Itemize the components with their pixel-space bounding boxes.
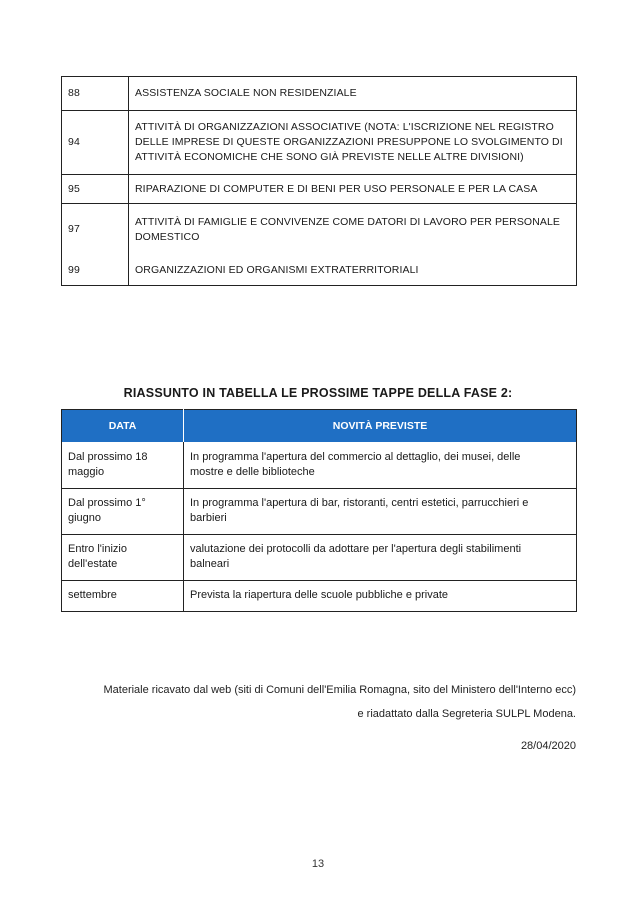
table-header-row — [62, 410, 577, 443]
ateco-code: 94 — [62, 111, 129, 175]
ateco-code: 95 — [62, 175, 129, 204]
ateco-code: 99 — [62, 256, 129, 286]
column-header-date: DATA — [62, 410, 184, 443]
page-number: 13 — [311, 858, 325, 870]
news-cell: In programma l'apertura del commercio al dettaglio, dei musei, delle mostre e delle biblioteche — [190, 450, 521, 478]
date-cell: Entro l'inizio dell'estate — [62, 534, 184, 580]
source-note-continued: e riadattato dalla Segreteria SULPL Modena. — [357, 708, 576, 720]
table-row — [62, 580, 577, 611]
table-row — [62, 111, 577, 175]
phase2-table — [61, 409, 577, 612]
ateco-description: ATTIVITÀ DI FAMIGLIE E CONVIVENZE COME DATORI DI LAVORO PER PERSONALE DOMESTICO — [135, 215, 561, 243]
table-row — [62, 534, 577, 580]
ateco-description: ATTIVITÀ DI ORGANIZZAZIONI ASSOCIATIVE (NOTA: L'ISCRIZIONE NEL REGISTRO DELLE IMPRESE DI QUESTE ORGANIZZAZIONI PRESUPPONE LO SVOLGIMENTO DI ATTIVITÀ ECONOMICHE CHE SONO GIÀ PREVISTE NELLE ALTRE DIVISIONI) — [129, 111, 577, 175]
news-cell: valutazione dei protocolli da adottare per l'apertura degli stabilimenti balneari — [184, 534, 577, 580]
ateco-description: RIPARAZIONE DI COMPUTER E DI BENI PER USO PERSONALE E PER LA CASA — [129, 175, 577, 204]
table-row — [62, 204, 577, 256]
section-title: RIASSUNTO IN TABELLA LE PROSSIME TAPPE DELLA FASE 2: — [123, 386, 513, 400]
document-date: 28/04/2020 — [520, 740, 576, 752]
table-row — [62, 442, 577, 488]
source-note: Materiale ricavato dal web (siti di Comuni dell'Emilia Romagna, sito del Ministero dell'Interno ecc) — [103, 684, 576, 696]
ateco-code: 88 — [62, 77, 129, 111]
date-cell: Dal prossimo 18 maggio — [62, 442, 184, 488]
column-header-news: NOVITÀ PREVISTE — [184, 410, 577, 443]
ateco-description: ORGANIZZAZIONI ED ORGANISMI EXTRATERRITORIALI — [135, 263, 419, 276]
ateco-description: ASSISTENZA SOCIALE NON RESIDENZIALE — [129, 77, 577, 111]
news-cell: Prevista la riapertura delle scuole pubbliche e private — [184, 580, 577, 611]
table-row — [62, 77, 577, 111]
table-row — [62, 488, 577, 534]
table-row — [62, 175, 577, 204]
ateco-code: 97 — [62, 204, 129, 256]
news-cell: In programma l'apertura di bar, ristoranti, centri estetici, parrucchieri e barbieri — [184, 488, 577, 534]
date-cell: Dal prossimo 1° giugno — [62, 488, 184, 534]
table-row — [62, 256, 577, 286]
ateco-table — [61, 76, 577, 286]
date-cell: settembre — [62, 580, 184, 611]
